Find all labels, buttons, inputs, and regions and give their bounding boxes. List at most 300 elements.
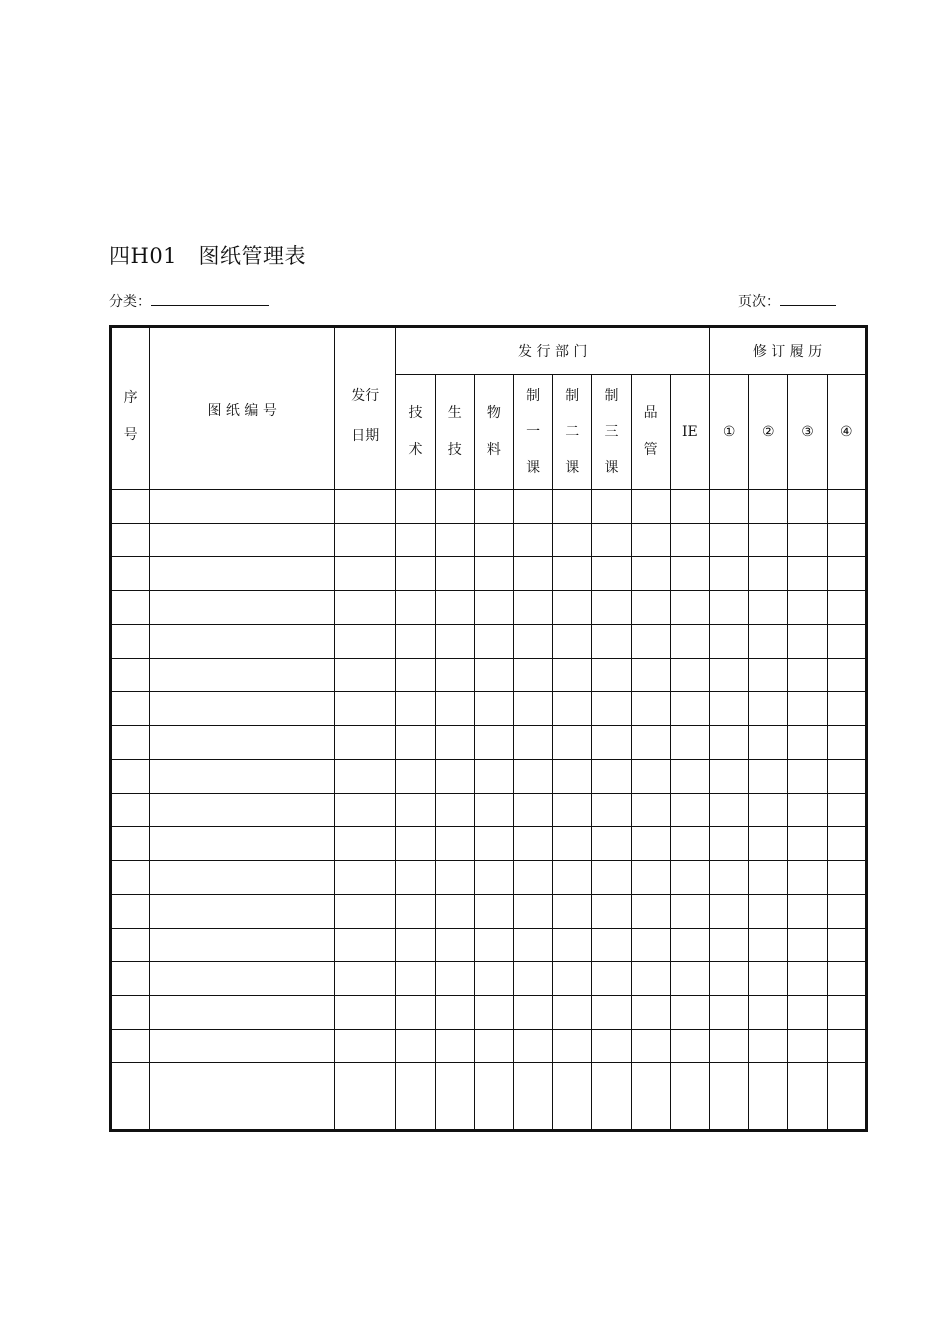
table-cell[interactable] [553,793,592,827]
table-cell[interactable] [111,726,150,760]
table-cell[interactable] [788,996,827,1030]
table-cell[interactable] [670,591,709,625]
table-cell[interactable] [111,692,150,726]
table-cell[interactable] [670,928,709,962]
drawing-management-table [109,325,868,1132]
table-cell[interactable] [592,557,631,591]
table-cell[interactable] [670,962,709,996]
header-issuing-dept [396,327,710,375]
table-cell[interactable] [435,557,474,591]
header-dept-3 [474,375,513,490]
table-cell[interactable] [788,692,827,726]
table-cell[interactable] [553,557,592,591]
table-cell[interactable] [513,624,552,658]
table-cell[interactable] [111,490,150,524]
table-cell[interactable] [150,692,335,726]
table-cell[interactable] [335,861,396,895]
table-row [111,591,867,625]
table-cell[interactable] [670,793,709,827]
table-cell[interactable] [150,1029,335,1063]
table-cell[interactable] [749,692,788,726]
table-row [111,861,867,895]
table-cell[interactable] [710,624,749,658]
table-cell[interactable] [710,490,749,524]
table-cell[interactable] [592,827,631,861]
table-cell[interactable] [111,793,150,827]
table-cell[interactable] [435,861,474,895]
table-cell[interactable] [553,894,592,928]
table-cell[interactable] [553,861,592,895]
table-cell[interactable] [670,759,709,793]
table-cell[interactable] [749,624,788,658]
table-cell[interactable] [827,1029,866,1063]
table-cell[interactable] [111,928,150,962]
table-cell[interactable] [553,759,592,793]
table-cell[interactable] [749,557,788,591]
table-cell[interactable] [553,490,592,524]
table-cell[interactable] [111,523,150,557]
table-row [111,490,867,524]
header-revision-2-label: ② [762,424,775,440]
table-cell[interactable] [111,894,150,928]
table-cell[interactable] [553,827,592,861]
table-cell[interactable] [150,827,335,861]
header-issue-date-2: 日期 [351,428,380,444]
table-cell[interactable] [592,996,631,1030]
table-cell[interactable] [670,726,709,760]
table-cell[interactable] [592,490,631,524]
table-cell[interactable] [335,557,396,591]
table-cell[interactable] [553,928,592,962]
table-cell[interactable] [435,658,474,692]
table-cell[interactable] [553,591,592,625]
table-cell[interactable] [553,996,592,1030]
table-cell[interactable] [435,962,474,996]
table-cell[interactable] [335,827,396,861]
table-cell[interactable] [513,827,552,861]
table-cell[interactable] [827,827,866,861]
table-cell[interactable] [827,591,866,625]
header-seq [111,327,150,490]
table-cell[interactable] [435,523,474,557]
table-cell[interactable] [335,1063,396,1131]
header-dept-6-char: 制 [604,388,619,404]
table-cell[interactable] [553,624,592,658]
table-cell[interactable] [788,793,827,827]
table-cell[interactable] [435,591,474,625]
table-cell[interactable] [749,1063,788,1131]
table-cell[interactable] [396,793,435,827]
table-cell[interactable] [474,793,513,827]
table-cell[interactable] [335,591,396,625]
table-cell[interactable] [788,624,827,658]
table-cell[interactable] [788,658,827,692]
table-cell[interactable] [474,1029,513,1063]
table-cell[interactable] [553,1063,592,1131]
header-drawing-no-label: 图 纸 编 号 [207,403,277,419]
table-cell[interactable] [111,996,150,1030]
table-cell[interactable] [827,928,866,962]
table-cell[interactable] [474,591,513,625]
table-cell[interactable] [474,996,513,1030]
table-cell[interactable] [396,591,435,625]
table-cell[interactable] [631,894,670,928]
table-cell[interactable] [670,658,709,692]
table-cell[interactable] [150,962,335,996]
table-cell[interactable] [150,928,335,962]
table-cell[interactable] [592,861,631,895]
table-cell[interactable] [335,692,396,726]
table-cell[interactable] [592,523,631,557]
table-cell[interactable] [749,827,788,861]
table-cell[interactable] [396,894,435,928]
table-cell[interactable] [150,490,335,524]
table-cell[interactable] [749,523,788,557]
table-cell[interactable] [710,692,749,726]
table-cell[interactable] [150,793,335,827]
table-cell[interactable] [396,996,435,1030]
table-cell[interactable] [788,726,827,760]
table-cell[interactable] [670,490,709,524]
table-cell[interactable] [474,962,513,996]
table-cell[interactable] [474,1063,513,1131]
table-cell[interactable] [111,557,150,591]
table-cell[interactable] [631,1029,670,1063]
table-cell[interactable] [513,1063,552,1131]
table-cell[interactable] [631,928,670,962]
table-cell[interactable] [474,759,513,793]
table-cell[interactable] [513,591,552,625]
table-cell[interactable] [396,928,435,962]
table-cell[interactable] [335,996,396,1030]
table-cell[interactable] [788,759,827,793]
table-cell[interactable] [474,861,513,895]
table-cell[interactable] [513,996,552,1030]
table-cell[interactable] [827,894,866,928]
table-cell[interactable] [670,1029,709,1063]
table-cell[interactable] [749,928,788,962]
table-cell[interactable] [592,928,631,962]
table-cell[interactable] [553,1029,592,1063]
table-cell[interactable] [592,793,631,827]
table-cell[interactable] [396,490,435,524]
table-cell[interactable] [396,827,435,861]
table-cell[interactable] [827,996,866,1030]
table-cell[interactable] [592,658,631,692]
table-cell[interactable] [749,894,788,928]
table-cell[interactable] [710,793,749,827]
table-cell[interactable] [827,490,866,524]
table-cell[interactable] [111,861,150,895]
table-cell[interactable] [827,624,866,658]
table-cell[interactable] [396,523,435,557]
table-cell[interactable] [396,624,435,658]
table-cell[interactable] [710,827,749,861]
table-cell[interactable] [150,759,335,793]
table-cell[interactable] [513,658,552,692]
header-seq-1: 序 [123,390,138,406]
table-cell[interactable] [435,827,474,861]
table-cell[interactable] [396,1029,435,1063]
table-cell[interactable] [631,490,670,524]
table-cell[interactable] [788,894,827,928]
header-dept-4-char: 课 [526,460,541,476]
table-cell[interactable] [592,624,631,658]
table-cell[interactable] [749,490,788,524]
table-cell[interactable] [631,1063,670,1131]
table-cell[interactable] [150,861,335,895]
table-cell[interactable] [396,861,435,895]
table-cell[interactable] [827,759,866,793]
table-cell[interactable] [788,827,827,861]
table-cell[interactable] [631,793,670,827]
table-cell[interactable] [670,861,709,895]
table-cell[interactable] [111,1029,150,1063]
table-cell[interactable] [513,557,552,591]
table-cell[interactable] [513,692,552,726]
table-cell[interactable] [335,793,396,827]
table-row [111,928,867,962]
table-cell[interactable] [150,557,335,591]
table-cell[interactable] [150,591,335,625]
table-cell[interactable] [710,759,749,793]
table-cell[interactable] [670,557,709,591]
table-cell[interactable] [513,1029,552,1063]
table-cell[interactable] [631,861,670,895]
table-cell[interactable] [474,928,513,962]
table-cell[interactable] [111,827,150,861]
table-cell[interactable] [335,726,396,760]
table-cell[interactable] [670,996,709,1030]
table-cell[interactable] [396,658,435,692]
table-cell[interactable] [827,962,866,996]
header-revision-history [710,327,867,375]
table-cell[interactable] [111,1063,150,1131]
table-cell[interactable] [631,557,670,591]
table-cell[interactable] [631,692,670,726]
table-cell[interactable] [631,759,670,793]
table-cell[interactable] [553,962,592,996]
table-cell[interactable] [435,1063,474,1131]
table-cell[interactable] [111,962,150,996]
table-cell[interactable] [435,996,474,1030]
table-cell[interactable] [592,591,631,625]
table-cell[interactable] [553,658,592,692]
table-cell[interactable] [111,759,150,793]
table-cell[interactable] [396,962,435,996]
table-cell[interactable] [111,591,150,625]
table-cell[interactable] [710,557,749,591]
page-number-blank[interactable] [780,291,836,306]
table-cell[interactable] [827,523,866,557]
table-cell[interactable] [111,624,150,658]
table-cell[interactable] [474,658,513,692]
table-cell[interactable] [435,490,474,524]
table-cell[interactable] [335,624,396,658]
table-cell[interactable] [631,996,670,1030]
table-cell[interactable] [150,894,335,928]
table-cell[interactable] [513,490,552,524]
table-cell[interactable] [474,894,513,928]
table-cell[interactable] [788,928,827,962]
table-cell[interactable] [592,1063,631,1131]
table-cell[interactable] [513,928,552,962]
table-cell[interactable] [631,658,670,692]
table-cell[interactable] [827,793,866,827]
header-revision-1 [710,375,749,490]
table-cell[interactable] [631,827,670,861]
table-cell[interactable] [513,861,552,895]
page-label: 页次： [738,294,780,310]
header-dept-7-char: 品 [643,405,658,421]
table-cell[interactable] [435,928,474,962]
table-cell[interactable] [592,962,631,996]
table-cell[interactable] [788,490,827,524]
table-cell[interactable] [435,624,474,658]
table-cell[interactable] [150,523,335,557]
table-cell[interactable] [827,658,866,692]
table-cell[interactable] [749,1029,788,1063]
table-cell[interactable] [710,1029,749,1063]
table-cell[interactable] [474,523,513,557]
table-cell[interactable] [592,692,631,726]
table-cell[interactable] [513,962,552,996]
table-cell[interactable] [749,726,788,760]
table-cell[interactable] [631,624,670,658]
table-cell[interactable] [827,861,866,895]
table-cell[interactable] [335,523,396,557]
table-cell[interactable] [710,996,749,1030]
header-dept-1-char: 技 [408,405,423,421]
table-cell[interactable] [788,962,827,996]
table-cell[interactable] [513,523,552,557]
table-cell[interactable] [710,894,749,928]
table-cell[interactable] [435,759,474,793]
header-dept-3-char: 物 [486,405,501,421]
header-issue-date [335,327,396,490]
table-cell[interactable] [670,894,709,928]
table-cell[interactable] [710,523,749,557]
table-cell[interactable] [474,557,513,591]
table-cell[interactable] [150,996,335,1030]
table-cell[interactable] [513,894,552,928]
table-cell[interactable] [435,692,474,726]
table-cell[interactable] [670,1063,709,1131]
table-cell[interactable] [513,793,552,827]
table-cell[interactable] [150,624,335,658]
table-cell[interactable] [631,523,670,557]
table-cell[interactable] [827,692,866,726]
table-cell[interactable] [749,759,788,793]
table-cell[interactable] [592,1029,631,1063]
table-cell[interactable] [827,1063,866,1131]
table-cell[interactable] [788,1063,827,1131]
table-cell[interactable] [396,557,435,591]
table-cell[interactable] [592,726,631,760]
table-cell[interactable] [631,726,670,760]
table-cell[interactable] [827,557,866,591]
table-cell[interactable] [513,726,552,760]
table-cell[interactable] [150,1063,335,1131]
table-cell[interactable] [396,1063,435,1131]
table-cell[interactable] [335,759,396,793]
table-cell[interactable] [592,759,631,793]
header-dept-6 [592,375,631,490]
table-cell[interactable] [827,726,866,760]
table-cell[interactable] [335,894,396,928]
table-cell[interactable] [553,692,592,726]
table-row [111,624,867,658]
table-cell[interactable] [788,861,827,895]
table-cell[interactable] [788,591,827,625]
table-cell[interactable] [670,624,709,658]
table-cell[interactable] [553,523,592,557]
table-cell[interactable] [788,1029,827,1063]
header-issuing-dept-label: 发 行 部 门 [518,344,588,360]
table-cell[interactable] [513,759,552,793]
table-cell[interactable] [710,962,749,996]
table-cell[interactable] [150,726,335,760]
table-cell[interactable] [335,928,396,962]
table-row [111,793,867,827]
table-cell[interactable] [335,962,396,996]
table-cell[interactable] [396,692,435,726]
table-cell[interactable] [670,523,709,557]
table-cell[interactable] [335,1029,396,1063]
table-cell[interactable] [749,658,788,692]
table-cell[interactable] [749,962,788,996]
header-dept-4-char: 制 [526,388,541,404]
table-cell[interactable] [396,726,435,760]
table-cell[interactable] [749,591,788,625]
table-cell[interactable] [335,490,396,524]
table-cell[interactable] [435,1029,474,1063]
table-cell[interactable] [435,726,474,760]
table-cell[interactable] [474,692,513,726]
table-cell[interactable] [631,591,670,625]
table-cell[interactable] [710,1063,749,1131]
table-cell[interactable] [396,759,435,793]
table-cell[interactable] [553,726,592,760]
table-cell[interactable] [788,557,827,591]
table-cell[interactable] [710,726,749,760]
table-cell[interactable] [474,827,513,861]
table-cell[interactable] [592,894,631,928]
category-field [109,291,269,311]
table-cell[interactable] [749,996,788,1030]
table-cell[interactable] [474,490,513,524]
table-cell[interactable] [631,962,670,996]
table-cell[interactable] [788,523,827,557]
table-cell[interactable] [749,861,788,895]
table-cell[interactable] [435,793,474,827]
table-cell[interactable] [111,658,150,692]
table-cell[interactable] [710,658,749,692]
table-cell[interactable] [474,726,513,760]
table-cell[interactable] [150,658,335,692]
table-cell[interactable] [670,827,709,861]
category-blank[interactable] [151,291,269,306]
table-cell[interactable] [670,692,709,726]
table-cell[interactable] [474,624,513,658]
table-cell[interactable] [335,658,396,692]
table-cell[interactable] [435,894,474,928]
table-cell[interactable] [710,861,749,895]
table-cell[interactable] [710,928,749,962]
table-cell[interactable] [710,591,749,625]
table-row [111,827,867,861]
table-cell[interactable] [749,793,788,827]
